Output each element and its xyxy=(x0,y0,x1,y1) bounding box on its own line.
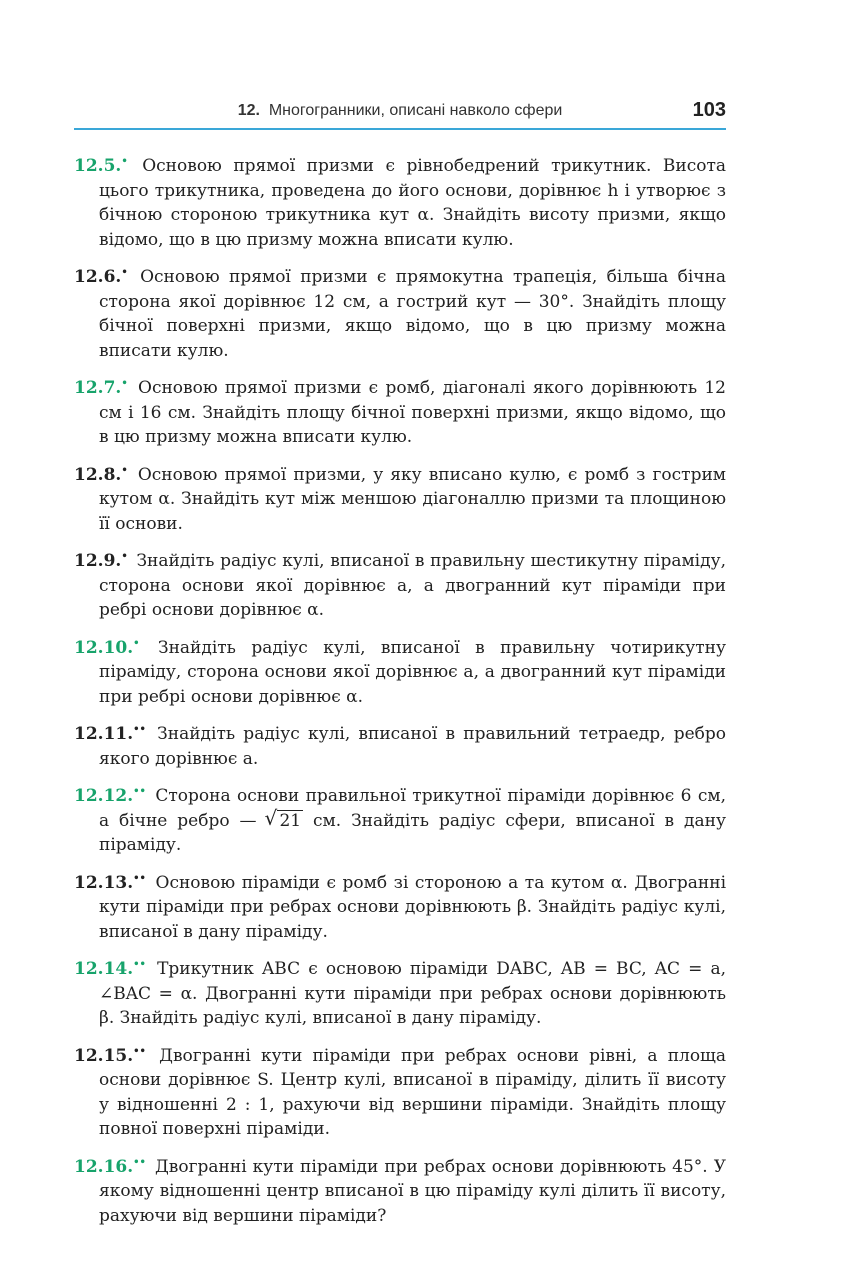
problem-12-16 xyxy=(74,1151,726,1229)
problem-text: Знайдіть радіус кулі, вписаної в правильний тетраедр, ребро якого дорівнює a. xyxy=(99,724,726,769)
difficulty-marker: • xyxy=(121,156,128,167)
problem-text: Двогранні кути піраміди при ребрах основи дорівнюють 45°. У якому відношенні центр вписаної в цю піраміду кулі ділить її висоту, рахуючи від вершини піраміди? xyxy=(99,1156,726,1226)
difficulty-marker: • xyxy=(121,464,128,476)
problem-text-before: Сторона основи правильної трикутної піраміди дорівнює 6 см, а бічне ребро — xyxy=(99,786,726,831)
difficulty-marker: •• xyxy=(133,786,146,797)
problem-number: 12.11. xyxy=(74,724,134,744)
difficulty-marker: •• xyxy=(133,724,146,735)
problem-text: Знайдіть радіус кулі, вписаної в правильну чотирикутну піраміду, сторона основи якої дорівнює a, а двогранний кут піраміди при ребрі основи дорівнює α. xyxy=(99,637,726,707)
difficulty-marker: • xyxy=(121,378,128,389)
problem-number: 12.5. xyxy=(74,156,122,176)
problem-12-8 xyxy=(74,459,726,537)
problem-number: 12.7. xyxy=(74,378,122,398)
problem-number: 12.6. xyxy=(74,267,122,287)
problem-number: 12.8. xyxy=(74,464,122,485)
problem-text: Основою прямої призми є рівнобедрений трикутник. Висота цього трикутника, проведена до його основи, дорівнює h і утворює з бічною стороною трикутника кут α. Знайдіть висоту призми, якщо відомо, що в цю призму можна вписати кулю. xyxy=(99,156,727,250)
difficulty-marker: •• xyxy=(133,1045,146,1057)
problem-text: Основою прямої призми є прямокутна трапеція, більша бічна сторона якої дорівнює 12 см, а гострий кут — 30°. Знайдіть площу бічної поверхні призми, якщо відомо, що в цю призму можна вписати кулю. xyxy=(99,267,726,361)
problem-12-6 xyxy=(74,261,726,363)
page-header xyxy=(74,98,726,130)
radicand: 21 xyxy=(279,810,302,831)
problem-text-after: см. Знайдіть радіус сфери, вписаної в дану піраміду. xyxy=(99,810,726,855)
page-number: 103 xyxy=(692,99,726,121)
problem-12-9 xyxy=(74,545,726,623)
running-title xyxy=(74,102,726,120)
problem-number: 12.15. xyxy=(74,1045,134,1066)
problem-12-13 xyxy=(74,867,726,945)
problem-number: 12.16. xyxy=(74,1156,134,1177)
difficulty-marker: • xyxy=(121,551,128,562)
difficulty-marker: •• xyxy=(133,872,146,884)
problem-12-14 xyxy=(74,953,726,1031)
problem-text: Основою прямої призми є ромб, діагоналі якого дорівнюють 12 см і 16 см. Знайдіть площу бічної поверхні призми, якщо відомо, що в цю призму можна вписати кулю. xyxy=(99,378,726,447)
problem-12-5 xyxy=(74,150,726,252)
problem-12-12 xyxy=(74,780,726,858)
problem-text: Трикутник ABC є основою піраміди DABC, AB = BC, AC = a, ∠BAC = α. Двогранні кути піраміди при ребрах основи дорівнюють β. Знайдіть радіус кулі, вписаної в дану піраміду. xyxy=(99,959,727,1028)
problem-number: 12.14. xyxy=(74,959,134,979)
square-root xyxy=(266,809,303,834)
problem-12-15 xyxy=(74,1040,726,1142)
problem-12-10 xyxy=(74,632,726,710)
problem-number: 12.9. xyxy=(74,551,122,571)
difficulty-marker: • xyxy=(121,267,128,278)
problem-number: 12.13. xyxy=(74,872,134,893)
problem-number: 12.12. xyxy=(74,786,134,806)
difficulty-marker: •• xyxy=(133,959,146,970)
chapter-number: 12. xyxy=(237,102,260,119)
problem-text: Двогранні кути піраміди при ребрах основи рівні, а площа основи дорівнює S. Центр кулі, вписаної в піраміду, ділить її висоту у відношенні 2 : 1, рахуючи від вершини піраміди. Знайдіть площу повної поверхні піраміди. xyxy=(99,1045,726,1139)
problem-12-11 xyxy=(74,718,726,771)
problem-text: Основою прямої призми, у яку вписано кулю, є ромб з гострим кутом α. Знайдіть кут між меншою діагоналлю призми та площиною її основи. xyxy=(99,464,727,534)
difficulty-marker: •• xyxy=(133,1156,146,1168)
problem-text: Основою піраміди є ромб зі стороною a та кутом α. Двогранні кути піраміди при ребрах основи дорівнюють β. Знайдіть радіус кулі, вписаної в дану піраміду. xyxy=(99,872,727,942)
difficulty-marker: • xyxy=(133,637,140,649)
problem-12-7 xyxy=(74,372,726,450)
problem-text: Знайдіть радіус кулі, вписаної в правильну шестикутну піраміду, сторона основи якої дорівнює a, а двогранний кут піраміди при ребрі основи дорівнює α. xyxy=(99,551,726,620)
problem-list xyxy=(74,150,726,1237)
chapter-title: Многогранники, описані навколо сфери xyxy=(268,102,563,119)
problem-number: 12.10. xyxy=(74,637,134,658)
